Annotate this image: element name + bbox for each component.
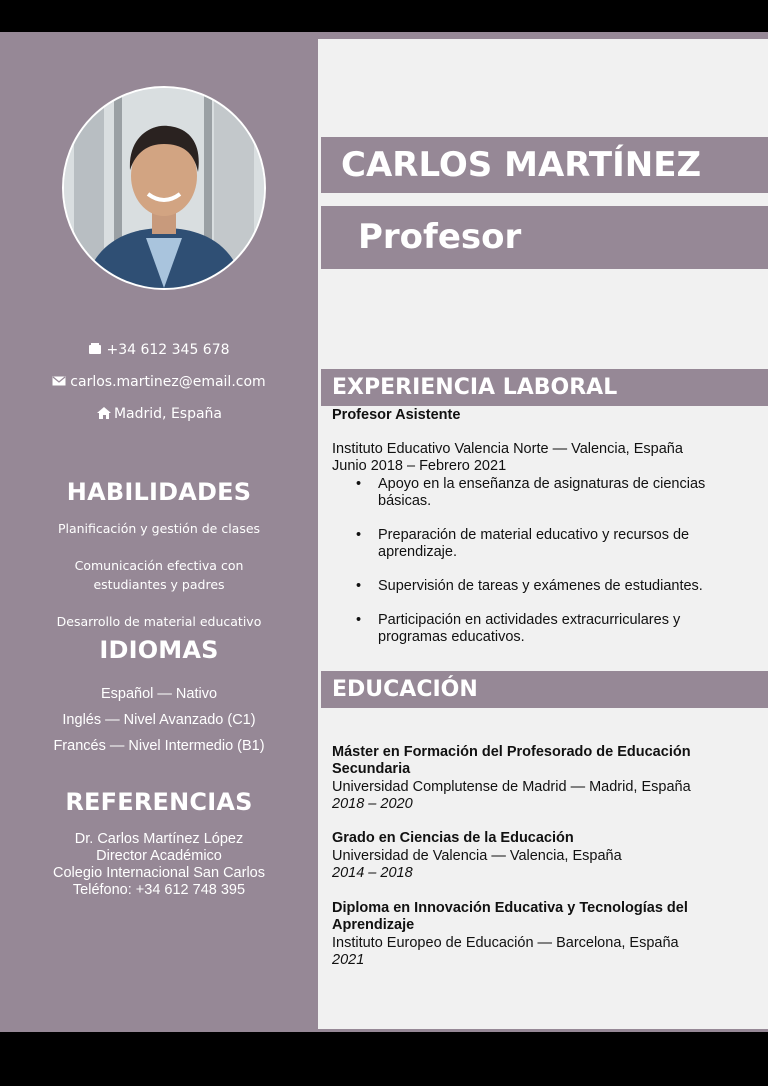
contact-location: Madrid, España <box>0 406 318 422</box>
education-heading: EDUCACIÓN <box>321 671 768 708</box>
phone-icon <box>88 343 102 355</box>
contact-email: carlos.martinez@email.com <box>0 374 318 390</box>
language-item: Español — Nativo <box>100 686 218 702</box>
experience-org: Instituto Educativo Valencia Norte — Valencia, España <box>332 441 683 457</box>
education-degree: Máster en Formación del Profesorado de Educación Secundaria <box>332 744 691 777</box>
education-years: 2018 – 2020 <box>332 796 413 812</box>
language-item: Inglés — Nivel Avanzado (C1) <box>62 712 256 728</box>
experience-heading: EXPERIENCIA LABORAL <box>321 369 768 406</box>
education-years: 2014 – 2018 <box>332 865 413 881</box>
skills-heading: HABILIDADES <box>66 478 252 506</box>
skill-item: Desarrollo de material educativo <box>56 614 262 629</box>
sidebar <box>0 32 318 1032</box>
resume-page <box>0 32 768 1032</box>
reference-name: Dr. Carlos Martínez López <box>74 831 244 847</box>
duty-item: • Participación en actividades extracurriculares y programas educativos. <box>378 612 752 646</box>
house-icon <box>96 406 110 418</box>
duty-item: • Supervisión de tareas y exámenes de estudiantes. <box>378 578 752 595</box>
duty-item: • Preparación de material educativo y recursos de aprendizaje. <box>378 527 752 561</box>
reference-phone: Teléfono: +34 612 748 395 <box>72 882 246 898</box>
languages-heading: IDIOMAS <box>99 636 219 664</box>
duty-item: • Apoyo en la enseñanza de asignaturas de ciencias básicas. <box>378 476 752 510</box>
education-degree: Diploma en Innovación Educativa y Tecnologías del Aprendizaje <box>332 900 688 933</box>
envelope-icon <box>52 375 66 387</box>
reference-role: Director Académico <box>96 848 222 864</box>
experience-dates: Junio 2018 – Febrero 2021 <box>332 458 507 474</box>
experience-role: Profesor Asistente <box>332 407 461 423</box>
duties-list <box>332 476 752 663</box>
language-item: Francés — Nivel Intermedio (B1) <box>53 738 265 754</box>
education-institution: Instituto Europeo de Educación — Barcelona, España <box>332 935 679 951</box>
candidate-name: CARLOS MARTÍNEZ <box>321 137 768 193</box>
references-heading: REFERENCIAS <box>65 788 253 816</box>
profile-photo <box>62 86 266 290</box>
education-degree: Grado en Ciencias de la Educación <box>332 830 574 846</box>
contact-phone: +34 612 345 678 <box>0 342 318 358</box>
skill-item: Planificación y gestión de clases <box>57 521 261 536</box>
education-institution: Universidad Complutense de Madrid — Madrid, España <box>332 779 691 795</box>
education-institution: Universidad de Valencia — Valencia, España <box>332 848 622 864</box>
education-years: 2021 <box>332 952 365 968</box>
reference-org: Colegio Internacional San Carlos <box>53 865 265 881</box>
skill-item: Comunicación efectiva con estudiantes y padres <box>74 558 244 592</box>
main-content <box>318 39 768 1029</box>
job-title: Profesor <box>321 206 768 269</box>
